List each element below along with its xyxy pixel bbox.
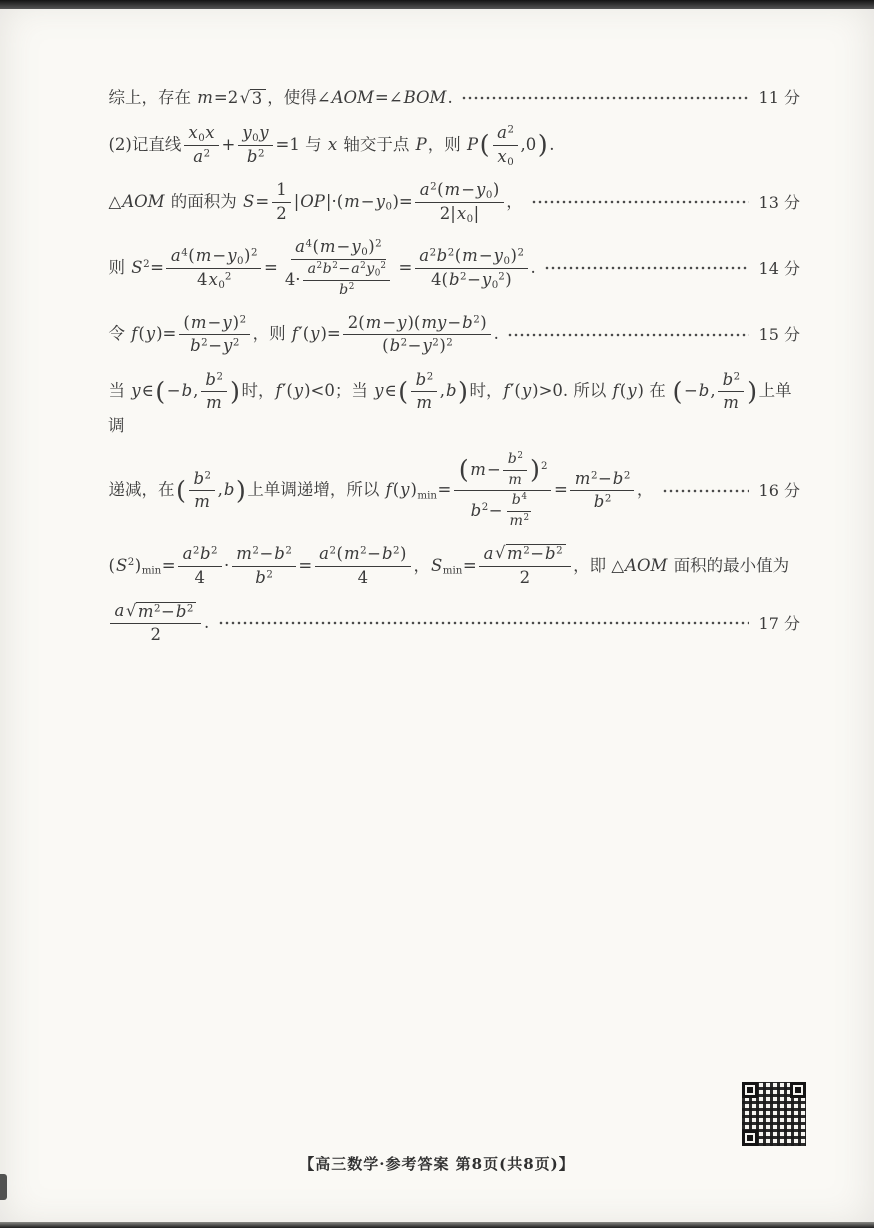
qr-finder-icon (790, 1082, 806, 1098)
math-expression: 令 f(y)= $\frac{(m-y)^2}{b^2-y^2}$ ，则 f′(y)= $\frac{2(m-y)(my-b^2)}{(b^2-y^2)^2}$ . (108, 312, 499, 356)
square-root: √ 3 (240, 89, 266, 109)
math-line (108, 601, 800, 645)
math-expression: 综上，存在 m=2 √ 3 ，使得∠AOM=∠BOM. (108, 87, 453, 108)
dotted-leader (218, 619, 749, 627)
answer-content (108, 86, 800, 658)
fraction: $\frac{a^2(m^2-b^2)}{4}$ (315, 544, 411, 588)
math-expression: 递减，在( $\frac{b^2}{m}$ ,b)上单调递增，所以 $f(y)_{min}=$ (m− $\frac{b^2}{m}$ )$^2$ $b^2-$ $\frac{b^4}{m^2}$ = $\frac{m^2-b^2}{b^2}$ ， (108, 450, 654, 530)
score-label: 15 分 (758, 325, 800, 345)
square-root: √ $m^2-b^2$ (126, 602, 197, 622)
fraction: $\frac{a^2b^2}{4}$ (178, 544, 221, 588)
qr-code (742, 1082, 806, 1146)
fraction: $\frac{b^2}{m}$ (411, 370, 437, 414)
fraction: $\frac{a^4(m-y_0)^2}{4x_0^2}$ (166, 246, 261, 290)
score-label: 16 分 (758, 481, 800, 501)
score-label: 13 分 (758, 192, 800, 212)
square-root: √ $m^2-b^2$ (495, 544, 566, 564)
fraction: $\frac{1}{2}$ (272, 180, 292, 224)
math-line (108, 123, 800, 167)
math-expression: (2)记直线 $\frac{x_0x}{a^2}$ + $\frac{y_0y}{b^2}$ =1 与 x 轴交于点 P，则 P( $\frac{a^2}{x_0}$ ,0). (108, 122, 555, 168)
math-expression: 当 y∈(−b, $\frac{b^2}{m}$ )时，f′(y)<0；当 y∈( $\frac{b^2}{m}$ ,b)时，f′(y)>0. 所以 f(y) 在 (−b, $\frac{b^2}{m}$ )上单调 (108, 369, 792, 436)
scan-edge-artifact (0, 1174, 7, 1200)
math-expression: 则 $S^2=$ $\frac{a^4(m-y_0)^2}{4x_0^2}$ = $a^4(m-y_0)^2$ 4· $\frac{a^2b^2-a^2y_0^2}{b^2}$ = $\frac{a^2b^2(m-y_0)^2}{4(b^2-y_0^2)}$ . (108, 237, 536, 298)
fraction: a √ $m^2-b^2$ 2 (110, 601, 201, 645)
fraction: $a^4(m-y_0)^2$ 4· $\frac{a^2b^2-a^2y_0^2}{b^2}$ (280, 237, 396, 299)
fraction: $\frac{2(m-y)(my-b^2)}{(b^2-y^2)^2}$ (343, 313, 491, 357)
dotted-leader (461, 94, 748, 102)
math-line (108, 370, 800, 438)
dotted-leader (531, 198, 748, 206)
math-expression: a √ $m^2-b^2$ 2 . (108, 601, 210, 645)
math-line (108, 86, 800, 110)
score-label: 11 分 (758, 88, 800, 108)
fraction: $\frac{a^2(m-y_0)}{2|x_0|}$ (415, 180, 504, 224)
page-footer: 【高三数学·参考答案 第8页(共8页)】 (299, 1155, 575, 1173)
fraction: $\frac{(m-y)^2}{b^2-y^2}$ (179, 313, 250, 357)
scan-top-edge (0, 0, 874, 9)
dotted-leader (662, 487, 749, 495)
fraction: $\frac{b^2}{m}$ (201, 370, 227, 414)
fraction: $\frac{b^2}{m}$ (718, 370, 744, 414)
scan-bottom-edge (0, 1222, 874, 1228)
math-line (108, 180, 800, 224)
fraction: $\frac{b^4}{m^2}$ (505, 492, 533, 530)
dotted-leader (507, 331, 748, 339)
fraction: $\frac{b^2}{m}$ (189, 469, 215, 513)
math-line (108, 544, 800, 588)
math-line (108, 237, 800, 299)
fraction: $\frac{a^2}{x_0}$ (493, 123, 518, 167)
math-expression: △AOM 的面积为 S= $\frac{1}{2}$ $|OP|\cdot(m-y_0)=$ $\frac{a^2(m-y_0)}{2|x_0|}$ ， (108, 180, 523, 225)
fraction: a √ $m^2-b^2$ 2 (479, 544, 570, 588)
qr-finder-icon (742, 1130, 758, 1146)
fraction: $\frac{b^2}{m}$ (503, 451, 527, 489)
fraction: $\frac{a^2b^2(m-y_0)^2}{4(b^2-y_0^2)}$ (415, 246, 528, 290)
fraction: $\frac{m^2-b^2}{b^2}$ (570, 469, 634, 513)
score-label: 14 分 (758, 258, 800, 278)
math-line (108, 451, 800, 531)
fraction: $\frac{m^2-b^2}{b^2}$ (232, 544, 296, 588)
fraction: $\frac{a^2b^2-a^2y_0^2}{b^2}$ (303, 261, 390, 299)
qr-finder-icon (742, 1082, 758, 1098)
dotted-leader (544, 264, 748, 272)
math-line (108, 313, 800, 357)
fraction: $\frac{y_0y}{b^2}$ (238, 123, 273, 167)
fraction: (m− $\frac{b^2}{m}$ )$^2$ $b^2-$ $\frac{b^4}{m^2}$ (454, 451, 552, 531)
score-label: 17 分 (758, 613, 800, 633)
fraction: $\frac{x_0x}{a^2}$ (184, 123, 219, 167)
math-expression: $(S^2)_{min}=$ $\frac{a^2b^2}{4}$ · $\frac{m^2-b^2}{b^2}$ = $\frac{a^2(m^2-b^2)}{4}$ ，$S_{min}=$ a √ $m^2-b^2$ 2 ，即 △AOM 面积的最小值为 (108, 543, 790, 587)
